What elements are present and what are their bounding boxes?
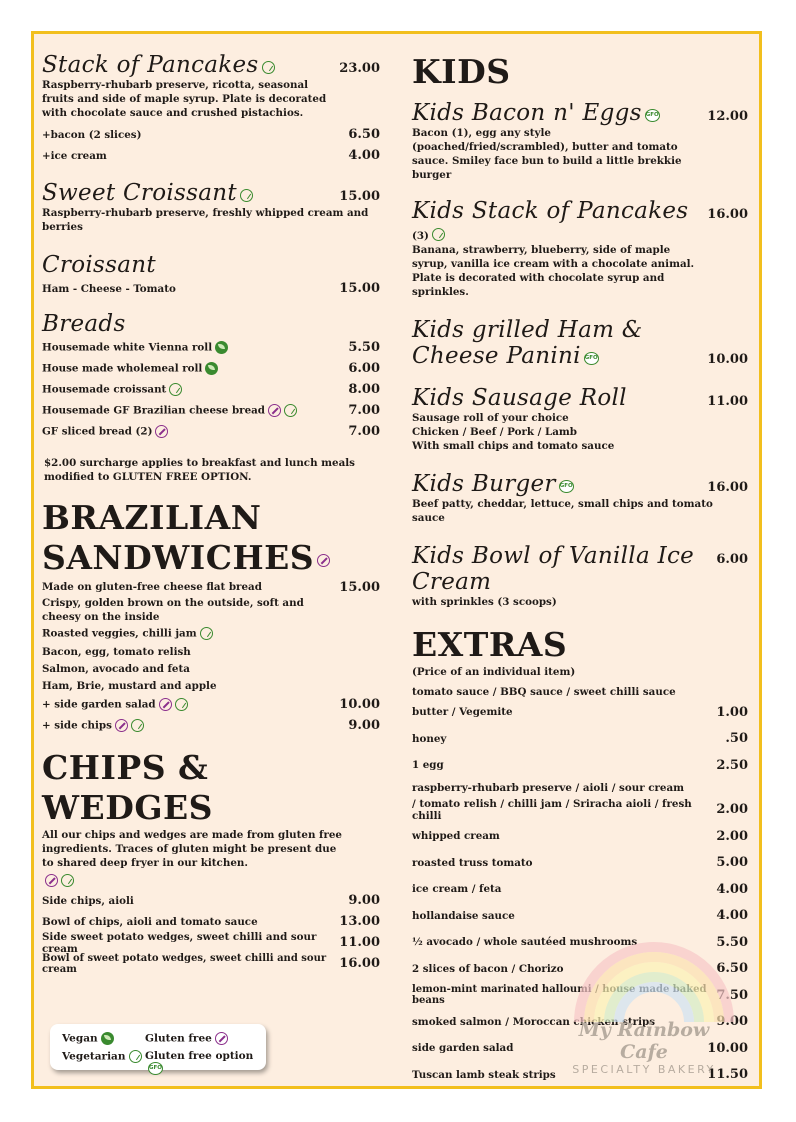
- vegetarian-icon: [284, 404, 297, 417]
- extra-label: whipped cream: [412, 830, 500, 843]
- extra-label: honey: [412, 732, 447, 745]
- filling-row: [42, 677, 380, 694]
- item-price: 16.00: [707, 480, 748, 495]
- bread-row: [42, 358, 380, 379]
- brand-subtitle: SPECIALTY BAKERY: [572, 1063, 716, 1076]
- item-price: 16.00: [707, 207, 748, 222]
- item-price: 6.00: [348, 361, 380, 376]
- addon-row: [42, 124, 380, 145]
- item-title: Kids Bacon n' Eggs: [412, 100, 642, 126]
- extra-row: [412, 797, 748, 824]
- item-price: 6.00: [716, 552, 748, 567]
- addon-label: +bacon (2 slices): [42, 128, 142, 141]
- item-description: Banana, strawberry, blueberry, side of maple syrup, vanilla ice cream with a chocolate animal. Plate is decorated with chocolate syrup and sprinkles.: [412, 244, 695, 298]
- surcharge-note: $2.00 surcharge applies to breakfast and lunch meals modified to GLUTEN FREE OPTION.: [44, 457, 355, 483]
- gluten-free-option-icon: GFO: [148, 1062, 163, 1075]
- extra-label: ice cream / feta: [412, 883, 502, 896]
- diet-legend: [50, 1024, 266, 1070]
- extra-price: 6.50: [716, 961, 748, 977]
- extra-row: [412, 752, 748, 779]
- left-column: [42, 52, 380, 974]
- item-label: Housemade croissant: [42, 383, 167, 396]
- bread-row: [42, 337, 380, 358]
- vegan-icon: [215, 341, 228, 354]
- side-label: + side chips: [42, 719, 112, 732]
- vegetarian-icon: [61, 874, 74, 887]
- item-price: 15.00: [339, 579, 380, 595]
- vegetarian-icon: [240, 189, 253, 202]
- extra-price: 7.50: [716, 987, 748, 1003]
- item-price: 11.00: [339, 935, 380, 950]
- addon-price: 4.00: [348, 148, 380, 163]
- extra-label: 2 slices of bacon / Chorizo: [412, 962, 564, 975]
- vegetarian-icon: [169, 383, 182, 396]
- extra-price: 9.00: [716, 1014, 748, 1030]
- extra-price: 10.00: [707, 1040, 748, 1056]
- vegan-icon: [101, 1032, 114, 1045]
- item-description: with sprinkles (3 scoops): [412, 596, 557, 608]
- vegetarian-icon: [131, 719, 144, 732]
- extra-price: 11.50: [707, 1067, 748, 1083]
- item-price: 16.00: [339, 956, 380, 971]
- extra-price: 4.00: [716, 881, 748, 897]
- sweet-croissant-heading: [42, 180, 380, 206]
- item-title: Kids Burger: [412, 471, 556, 497]
- extra-price: 5.50: [716, 934, 748, 950]
- pancakes-heading: [42, 52, 380, 78]
- addon-price: 6.50: [348, 127, 380, 142]
- legend-vegetarian: [62, 1050, 142, 1063]
- filling-row: [42, 643, 380, 660]
- sausage-line1: Sausage roll of your choice: [412, 412, 569, 424]
- rainbow-illustration: [569, 922, 739, 1022]
- filling-label: Salmon, avocado and feta: [42, 662, 190, 675]
- bread-row: [42, 379, 380, 400]
- gluten-free-icon: [317, 554, 330, 567]
- legend-vegan: [62, 1032, 114, 1045]
- extra-row: [412, 726, 748, 753]
- item-title: Cheese Panini: [412, 343, 581, 369]
- item-label: Bowl of chips, aioli and tomato sauce: [42, 915, 258, 928]
- chips-row: [42, 932, 380, 953]
- item-price: 9.00: [348, 893, 380, 908]
- vegetarian-icon: [262, 61, 275, 74]
- extra-label: raspberry-rhubarb preserve / aioli / sour cream: [412, 781, 685, 794]
- extra-row: [412, 876, 748, 903]
- gluten-free-icon: [115, 719, 128, 732]
- filling-row: [42, 660, 380, 677]
- gluten-free-option-icon: GFO: [645, 109, 660, 122]
- brand-logo: [554, 1019, 734, 1076]
- item-price: 8.00: [348, 382, 380, 397]
- extra-price: 2.00: [716, 802, 748, 818]
- item-price: 12.00: [707, 109, 748, 124]
- vegetarian-icon: [200, 627, 213, 640]
- bread-row: [42, 400, 380, 421]
- chips-diet-icons: [42, 870, 380, 890]
- croissant-title: Croissant: [42, 252, 156, 278]
- brazilian-intro-row: [42, 578, 380, 596]
- item-title: Sweet Croissant: [42, 180, 237, 206]
- legend-label: Vegan: [62, 1032, 98, 1045]
- brazilian-intro2: Crispy, golden brown on the outside, soft and cheesy on the inside: [42, 597, 304, 623]
- item-title: Stack of Pancakes: [42, 52, 259, 78]
- gluten-free-icon: [215, 1032, 228, 1045]
- legend-label: Gluten free option: [145, 1050, 254, 1062]
- sausage-line2: Chicken / Beef / Pork / Lamb: [412, 426, 577, 438]
- panini-title-line1: Kids grilled Ham &: [412, 317, 643, 343]
- item-label: Side chips, aioli: [42, 894, 134, 907]
- side-row: [42, 694, 380, 715]
- extra-price: 2.50: [716, 757, 748, 773]
- vegetarian-icon: [129, 1050, 142, 1063]
- extra-row: [412, 823, 748, 850]
- extras-title: EXTRAS: [412, 625, 568, 664]
- item-price: 23.00: [339, 61, 380, 76]
- addon-row: [42, 145, 380, 166]
- gluten-free-icon: [159, 698, 172, 711]
- brazilian-title-line2: [42, 538, 380, 578]
- menu-page: [31, 31, 762, 1089]
- item-price: 13.00: [339, 914, 380, 929]
- item-label: Bowl of sweet potato wedges, sweet chilli and sour cream: [42, 952, 327, 975]
- legend-gluten-free-option: [145, 1050, 266, 1075]
- extra-label: butter / Vegemite: [412, 706, 513, 719]
- filling-label: Bacon, egg, tomato relish: [42, 645, 191, 658]
- item-title: Kids Stack of Pancakes: [412, 198, 689, 224]
- filling-row: [42, 624, 380, 643]
- item-label: Housemade white Vienna roll: [42, 341, 213, 354]
- item-price: 7.00: [348, 403, 380, 418]
- addon-label: +ice cream: [42, 149, 107, 162]
- sausage-heading: [412, 385, 748, 411]
- extra-price: 2.00: [716, 828, 748, 844]
- item-price: 15.00: [339, 281, 380, 296]
- kids-pancakes-heading: [412, 198, 748, 243]
- filling-label: Ham, Brie, mustard and apple: [42, 679, 217, 692]
- burger-heading: [412, 471, 748, 497]
- chips-title-line2: WEDGES: [42, 788, 213, 827]
- item-description: Raspberry-rhubarb preserve, freshly whipped cream and berries: [42, 207, 369, 233]
- breads-title: Breads: [42, 311, 126, 337]
- extra-price: 4.00: [716, 908, 748, 924]
- item-description: Bacon (1), egg any style (poached/fried/scrambled), butter and tomato sauce. Smiley face bun to build a little brekkie burger: [412, 127, 682, 181]
- item-price: 15.00: [339, 189, 380, 204]
- item-label: Housemade GF Brazilian cheese bread: [42, 404, 265, 417]
- gluten-free-icon: [268, 404, 281, 417]
- kids-bacon-heading: [412, 100, 748, 126]
- extra-label: side garden salad: [412, 1042, 514, 1055]
- item-title: Kids Bowl of Vanilla Ice Cream: [412, 543, 695, 595]
- extra-price: 5.00: [716, 855, 748, 871]
- legend-gluten-free: [145, 1032, 228, 1045]
- item-price: 5.50: [348, 340, 380, 355]
- legend-label: Gluten free: [145, 1032, 212, 1045]
- side-label: + side garden salad: [42, 698, 156, 711]
- gluten-free-option-icon: GFO: [559, 480, 574, 493]
- extra-label: roasted truss tomato: [412, 856, 533, 869]
- legend-label: Vegetarian: [62, 1050, 126, 1063]
- side-price: 9.00: [348, 718, 380, 733]
- item-label: Side sweet potato wedges, sweet chilli and sour cream: [42, 930, 317, 955]
- side-row: [42, 715, 380, 736]
- extra-label: 1 egg: [412, 759, 444, 772]
- chips-row: [42, 890, 380, 911]
- item-label: Ham - Cheese - Tomato: [42, 282, 176, 295]
- item-description: Beef patty, cheddar, lettuce, small chips and tomato sauce: [412, 498, 713, 524]
- item-price: 11.00: [707, 394, 748, 409]
- chips-row: [42, 953, 380, 974]
- gluten-free-option-icon: GFO: [584, 352, 599, 365]
- extra-row: [412, 779, 748, 797]
- extras-sauces: tomato sauce / BBQ sauce / sweet chilli sauce: [412, 686, 676, 698]
- kids-title: KIDS: [412, 52, 511, 91]
- extra-price: 1.00: [716, 704, 748, 720]
- brand-name: My Rainbow Cafe: [578, 1019, 710, 1063]
- extra-label: Tuscan lamb steak strips: [412, 1068, 556, 1081]
- filling-label: Roasted veggies, chilli jam: [42, 627, 197, 640]
- item-label: GF sliced bread (2): [42, 425, 153, 438]
- extra-label: / tomato relish / chilli jam / Sriracha aioli / fresh chilli: [412, 797, 692, 822]
- vegetarian-icon: [432, 228, 445, 241]
- extras-note: (Price of an individual item): [412, 666, 576, 678]
- item-label: Made on gluten-free cheese flat bread: [42, 581, 262, 593]
- brazilian-title-line1: BRAZILIAN: [42, 498, 262, 537]
- extra-row: [412, 850, 748, 877]
- gluten-free-icon: [45, 874, 58, 887]
- item-title: Kids Sausage Roll: [412, 385, 627, 411]
- vegetarian-icon: [175, 698, 188, 711]
- extra-label: ½ avocado / whole sautéed mushrooms: [412, 936, 638, 949]
- chips-row: [42, 911, 380, 932]
- croissant-row: [42, 278, 380, 299]
- chips-title-line1: CHIPS &: [42, 748, 209, 787]
- item-description: Raspberry-rhubarb preserve, ricotta, seasonal fruits and side of maple syrup. Plate is decorated with chocolate sauce and crushed pistachios.: [42, 79, 327, 119]
- extra-price: .50: [725, 731, 748, 747]
- icecream-heading: [412, 543, 748, 595]
- extra-label: hollandaise sauce: [412, 909, 515, 922]
- extra-row: [412, 699, 748, 726]
- gluten-free-icon: [155, 425, 168, 438]
- vegan-icon: [205, 362, 218, 375]
- extra-label: smoked salmon / Moroccan chicken strips: [412, 1015, 656, 1028]
- sausage-line3: With small chips and tomato sauce: [412, 440, 615, 452]
- chips-description: All our chips and wedges are made from gluten free ingredients. Traces of gluten might be present due to shared deep fryer in our kitchen.: [42, 829, 342, 869]
- section-title: SANDWICHES: [42, 538, 315, 577]
- panini-heading: [412, 343, 748, 369]
- side-price: 10.00: [339, 697, 380, 712]
- item-price: 7.00: [348, 424, 380, 439]
- extra-label: lemon-mint marinated halloumi / house made baked beans: [412, 984, 707, 1007]
- item-count: (3): [412, 230, 429, 242]
- item-price: 10.00: [707, 352, 748, 367]
- bread-row: [42, 421, 380, 442]
- item-label: House made wholemeal roll: [42, 362, 203, 375]
